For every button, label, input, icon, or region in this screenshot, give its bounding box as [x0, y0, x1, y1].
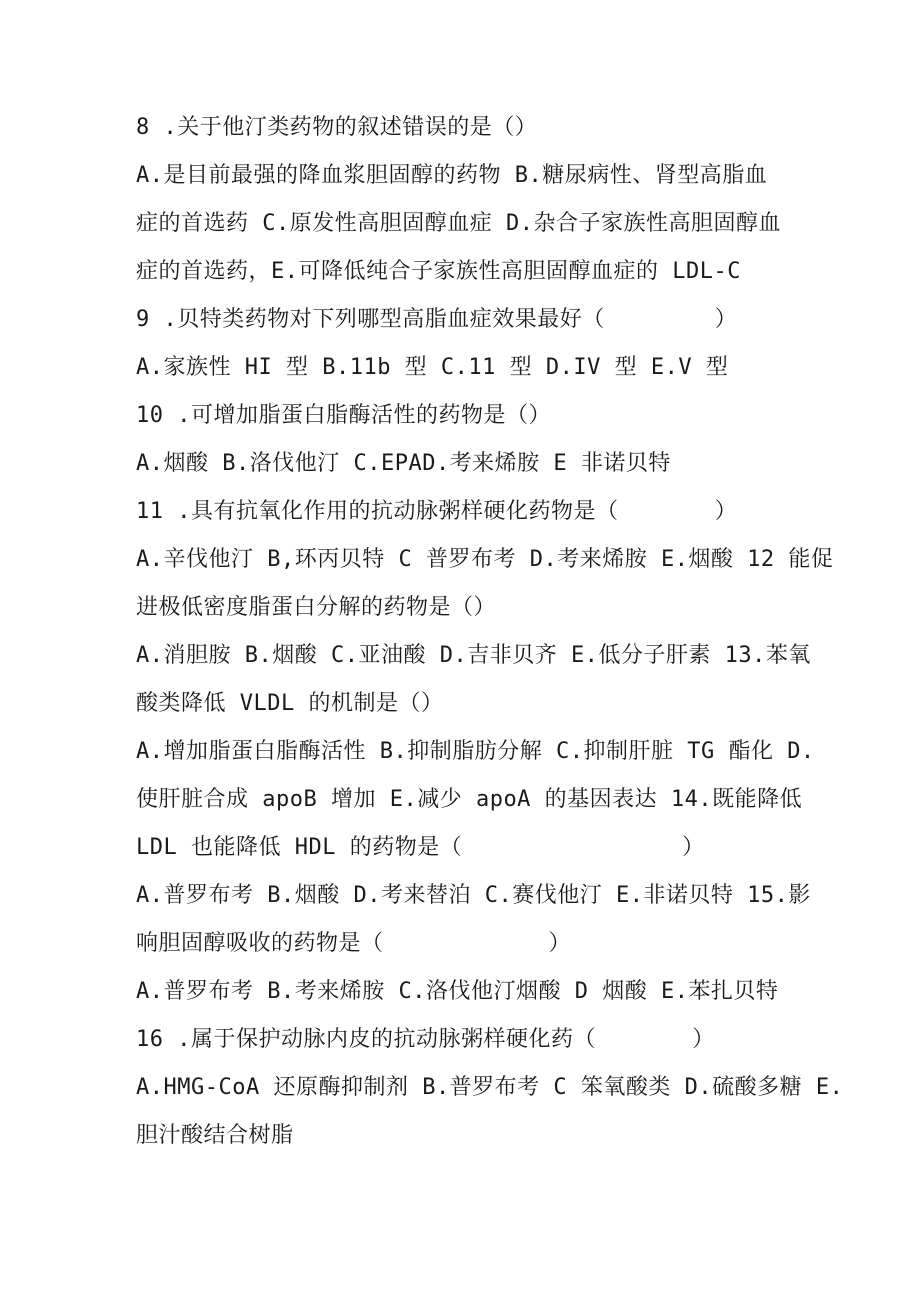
question-14-options-and-15-stem: A.普罗布考 B.烟酸 D.考来替泊 C.赛伐他汀 E.非诺贝特 15.影	[136, 883, 811, 908]
question-12-options-and-13-stem: A.消胆胺 B.烟酸 C.亚油酸 D.吉非贝齐 E.低分子肝素 13.苯氧	[136, 643, 811, 668]
question-8-options-line-3: 症的首选药，E.可降低纯合子家族性高胆固醇血症的 LDL-C	[136, 259, 741, 284]
question-13-stem-cont: 酸类降低 VLDL 的机制是（）	[136, 691, 444, 716]
question-8-options-line-2: 症的首选药 C.原发性高胆固醇血症 D.杂合子家族性高胆固醇血	[136, 211, 781, 236]
question-9-stem: 9 .贝特类药物对下列哪型高脂血症效果最好（ ）	[136, 307, 738, 332]
question-15-options: A.普罗布考 B.考来烯胺 C.洛伐他汀烟酸 D 烟酸 E.苯扎贝特	[136, 979, 779, 1004]
question-10-stem: 10 .可增加脂蛋白脂酶活性的药物是（）	[136, 403, 551, 428]
question-8-stem: 8 .关于他汀类药物的叙述错误的是（）	[136, 115, 538, 140]
question-9-options: A.家族性 HI 型 B.11b 型 C.11 型 D.IV 型 E.V 型	[136, 355, 729, 380]
question-16-options-line-2: 胆汁酸结合树脂	[136, 1123, 294, 1148]
question-13-options-and-14-stem: 使肝脏合成 apoB 增加 E.减少 apoA 的基因表达 14.既能降低	[136, 787, 803, 812]
question-12-stem-cont: 进极低密度脂蛋白分解的药物是（）	[136, 595, 497, 620]
question-16-options-line-1: A.HMG-CoA 还原酶抑制剂 B.普罗布考 C 笨氧酸类 D.硫酸多糖 E.	[136, 1075, 844, 1100]
question-16-stem: 16 .属于保护动脉内皮的抗动脉粥样硬化药（ ）	[136, 1027, 715, 1052]
question-10-options: A.烟酸 B.洛伐他汀 C.EPAD.考来烯胺 E 非诺贝特	[136, 451, 671, 476]
question-15-stem-cont: 响胆固醇吸收的药物是（ ）	[136, 931, 571, 956]
question-11-options-and-12-stem: A.辛伐他汀 B,环丙贝特 C 普罗布考 D.考来烯胺 E.烟酸 12 能促	[136, 547, 834, 572]
question-13-options-line-1: A.增加脂蛋白脂酶活性 B.抑制脂肪分解 C.抑制肝脏 TG 酯化 D.	[136, 739, 815, 764]
question-14-stem-cont: LDL 也能降低 HDL 的药物是（ ）	[136, 835, 705, 860]
question-8-options-line-1: A.是目前最强的降血浆胆固醇的药物 B.糖尿病性、肾型高脂血	[136, 163, 768, 188]
question-11-stem: 11 .具有抗氧化作用的抗动脉粥样硬化药物是（ ）	[136, 499, 738, 524]
